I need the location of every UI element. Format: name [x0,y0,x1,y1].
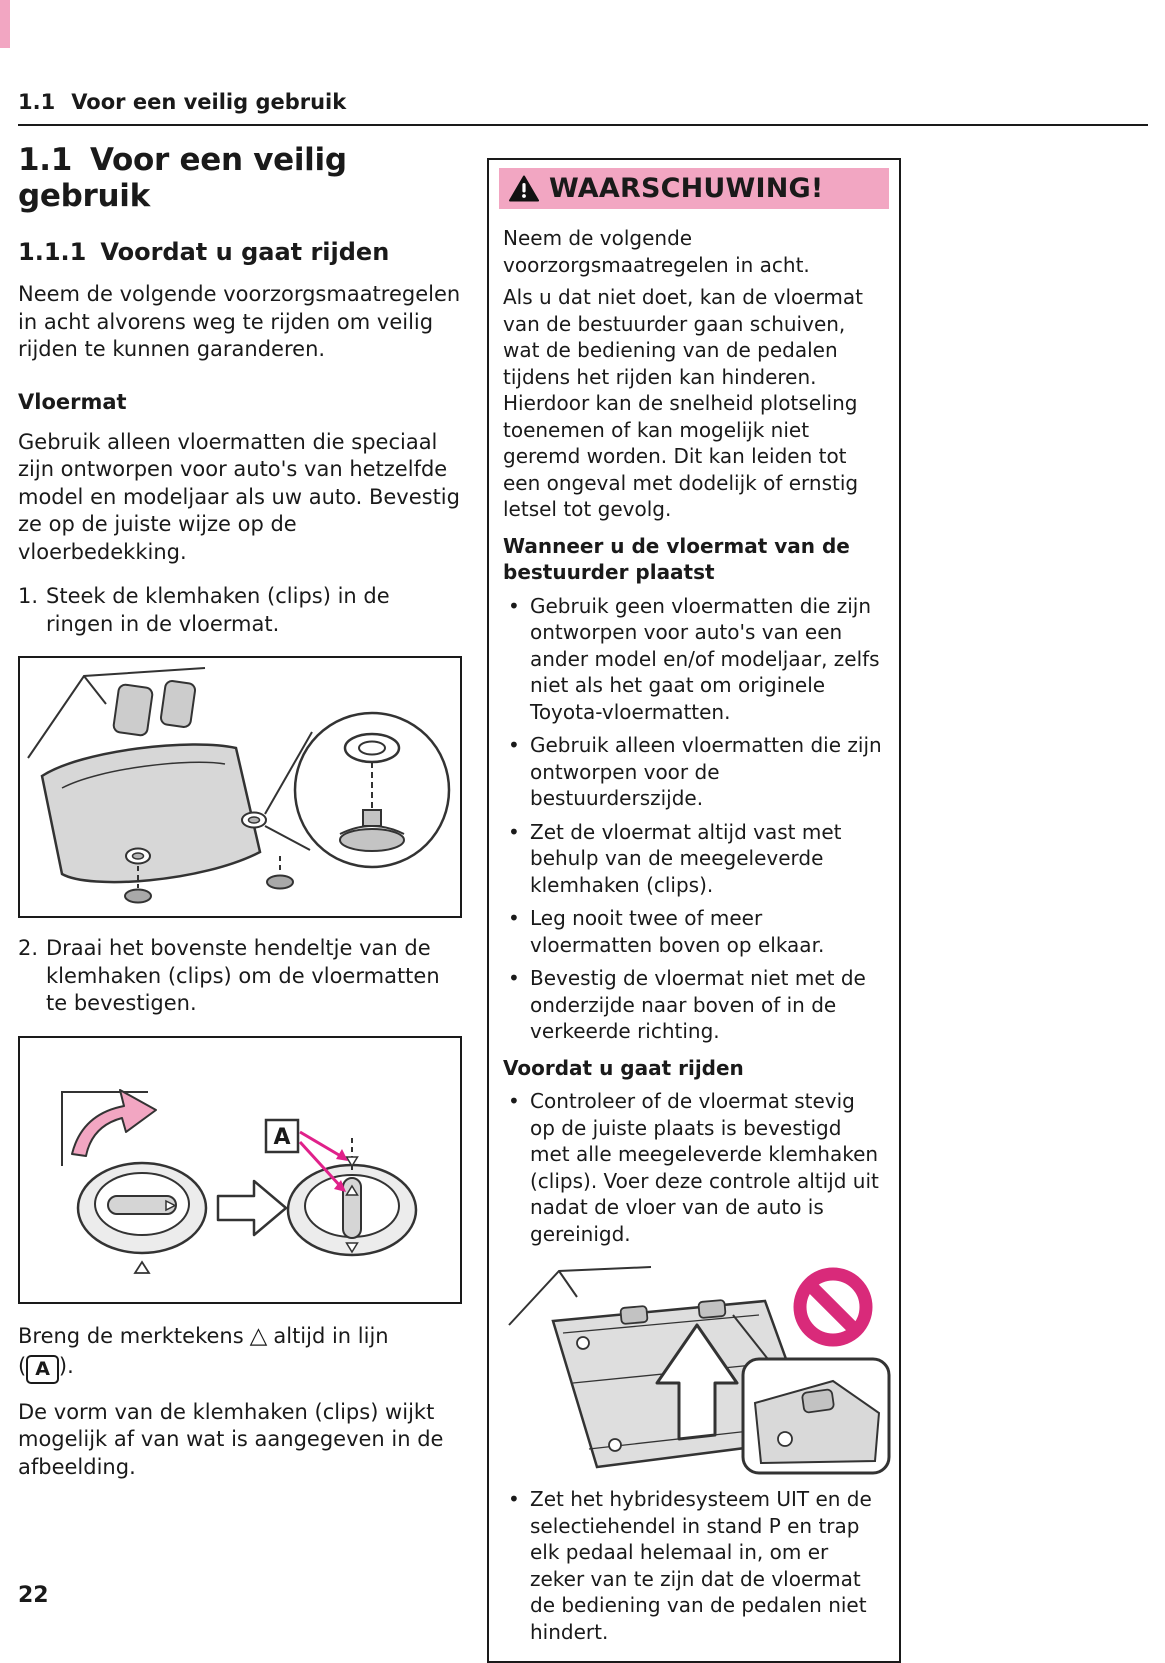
page-title [18,142,462,214]
warning-bullet-check-text: Controleer of de vloermat stevig op de juiste plaats is bevestigd met alle meegeleverde klemhaken (clips). Voer deze controle altijd uit nadat de vloer van de auto is gereinigd. [530,1089,879,1246]
warning-paragraph-1: Neem de volgende voorzorgsmaatregelen in acht. [503,226,810,277]
warning-bullet-3-text: Zet de vloermat altijd vast met behulp van de meegeleverde klemhaken (clips). [530,819,842,897]
bullet-dot: • [508,819,520,844]
bullet-dot: • [508,966,520,990]
running-header [18,90,346,114]
step-2 [18,935,462,1018]
running-header-number: 1.1 [18,90,56,114]
left-column [18,138,462,1481]
warning-bullet-4 [503,905,885,958]
page-number: 22 [18,1583,49,1608]
bullet-dot: • [508,906,520,930]
warning-bullet-2-text: Gebruik alleen vloermatten die zijn ontworpen voor de bestuurderszijde. [530,733,882,810]
vloermat-paragraph: Gebruik alleen vloermatten die speciaal zijn ontworpen voor auto's van hetzelfde model en modeljaar als uw auto. Bevestig ze op de juiste wijze op de vloerbedekking. [18,429,460,564]
page-edge-accent-stripe [0,0,10,48]
warning-bullet-1-text: Gebruik geen vloermatten die zijn ontworpen voor auto's van een ander model en/of modeljaar, zelfs niet als het gaat om originele Toyota-vloermatten. [530,593,880,724]
section-title-number: 1.1.1 [18,238,87,266]
warning-bullet-4-text: Leg nooit twee of meer vloermatten boven op elkaar. [530,906,825,957]
label-a-badge: A [26,1355,59,1384]
figure2-label-a: A [273,1124,291,1150]
warning-bullet-check [503,1088,885,1247]
step-1-number: 1. [18,584,39,608]
figure-mat-prohibition [503,1263,885,1479]
warning-title: WAARSCHUWING! [549,173,824,204]
bullet-dot: • [508,733,520,757]
warning-bullet-hybrid [503,1486,885,1645]
warning-triangle-icon [509,175,539,202]
step-1 [18,583,462,638]
figure-floormat-clips [18,656,462,918]
marks-text-post: altijd in lijn [273,1323,389,1348]
warning-subhead-placing: Wanneer u de vloermat van de bestuurder plaatst [503,533,850,584]
warning-body [499,209,889,1645]
warning-bullet-2 [503,732,885,812]
triangle-mark-icon: △ [249,1322,268,1349]
running-header-title: Voor een veilig gebruik [71,90,347,114]
section-title-text: Voordat u gaat rijden [100,238,390,266]
step-1-text: Steek de klemhaken (clips) in de ringen in de vloermat. [46,584,390,636]
shape-note-paragraph: De vorm van de klemhaken (clips) wijkt mogelijk af van wat is aangegeven in de afbeelding. [18,1399,444,1479]
marks-text-pre: Breng de merktekens [18,1323,244,1348]
figure-clip-lever [18,1036,462,1304]
warning-subhead-before-driving: Voordat u gaat rijden [503,1055,744,1080]
vloermat-heading: Vloermat [18,389,127,414]
warning-bullet-5 [503,965,885,1045]
warning-bullet-3 [503,819,885,899]
warning-bullet-1 [503,593,885,726]
bullet-dot: • [508,1487,520,1511]
bullet-dot: • [508,593,520,618]
bullet-dot: • [508,1089,520,1113]
warning-bullet-hybrid-text: Zet het hybridesysteem UIT en de selectiehendel in stand P en trap elk pedaal helemaal in, om er zeker van te zijn dat de vloermat de bediening van de pedalen niet hindert. [530,1487,872,1644]
marks-instruction [18,1321,462,1384]
floormat-clips-drawing [20,658,460,916]
marks-paren-open: ( [18,1353,27,1378]
marks-paren-close: ). [58,1353,74,1378]
section-title [18,238,462,266]
mat-prohibition-drawing [503,1263,895,1479]
warning-paragraph-2: Als u dat niet doet, kan de vloermat van de bestuurder gaan schuiven, wat de bediening van de pedalen tijdens het rijden kan hinderen. Hierdoor kan de snelheid plotseling toenemen of kan mogelijk niet geremd worden. Dit kan leiden tot een ongeval met dodelijk of ernstig letsel tot gevolg. [503,285,863,521]
warning-box [487,158,901,1663]
header-rule [18,124,1148,126]
clip-lever-drawing [20,1038,460,1302]
warning-bullet-5-text: Bevestig de vloermat niet met de onderzijde naar boven of in de verkeerde richting. [530,966,866,1043]
page-title-number: 1.1 [18,142,73,178]
warning-header [499,168,889,209]
step-2-text: Draai het bovenste hendeltje van de klemhaken (clips) om de vloermatten te bevestigen. [46,936,440,1015]
page-title-text: Voor een veilig gebruik [18,142,347,214]
intro-paragraph: Neem de volgende voorzorgsmaatregelen in acht alvorens weg te rijden om veilig rijden te kunnen garanderen. [18,282,461,361]
step-2-number: 2. [18,936,39,960]
